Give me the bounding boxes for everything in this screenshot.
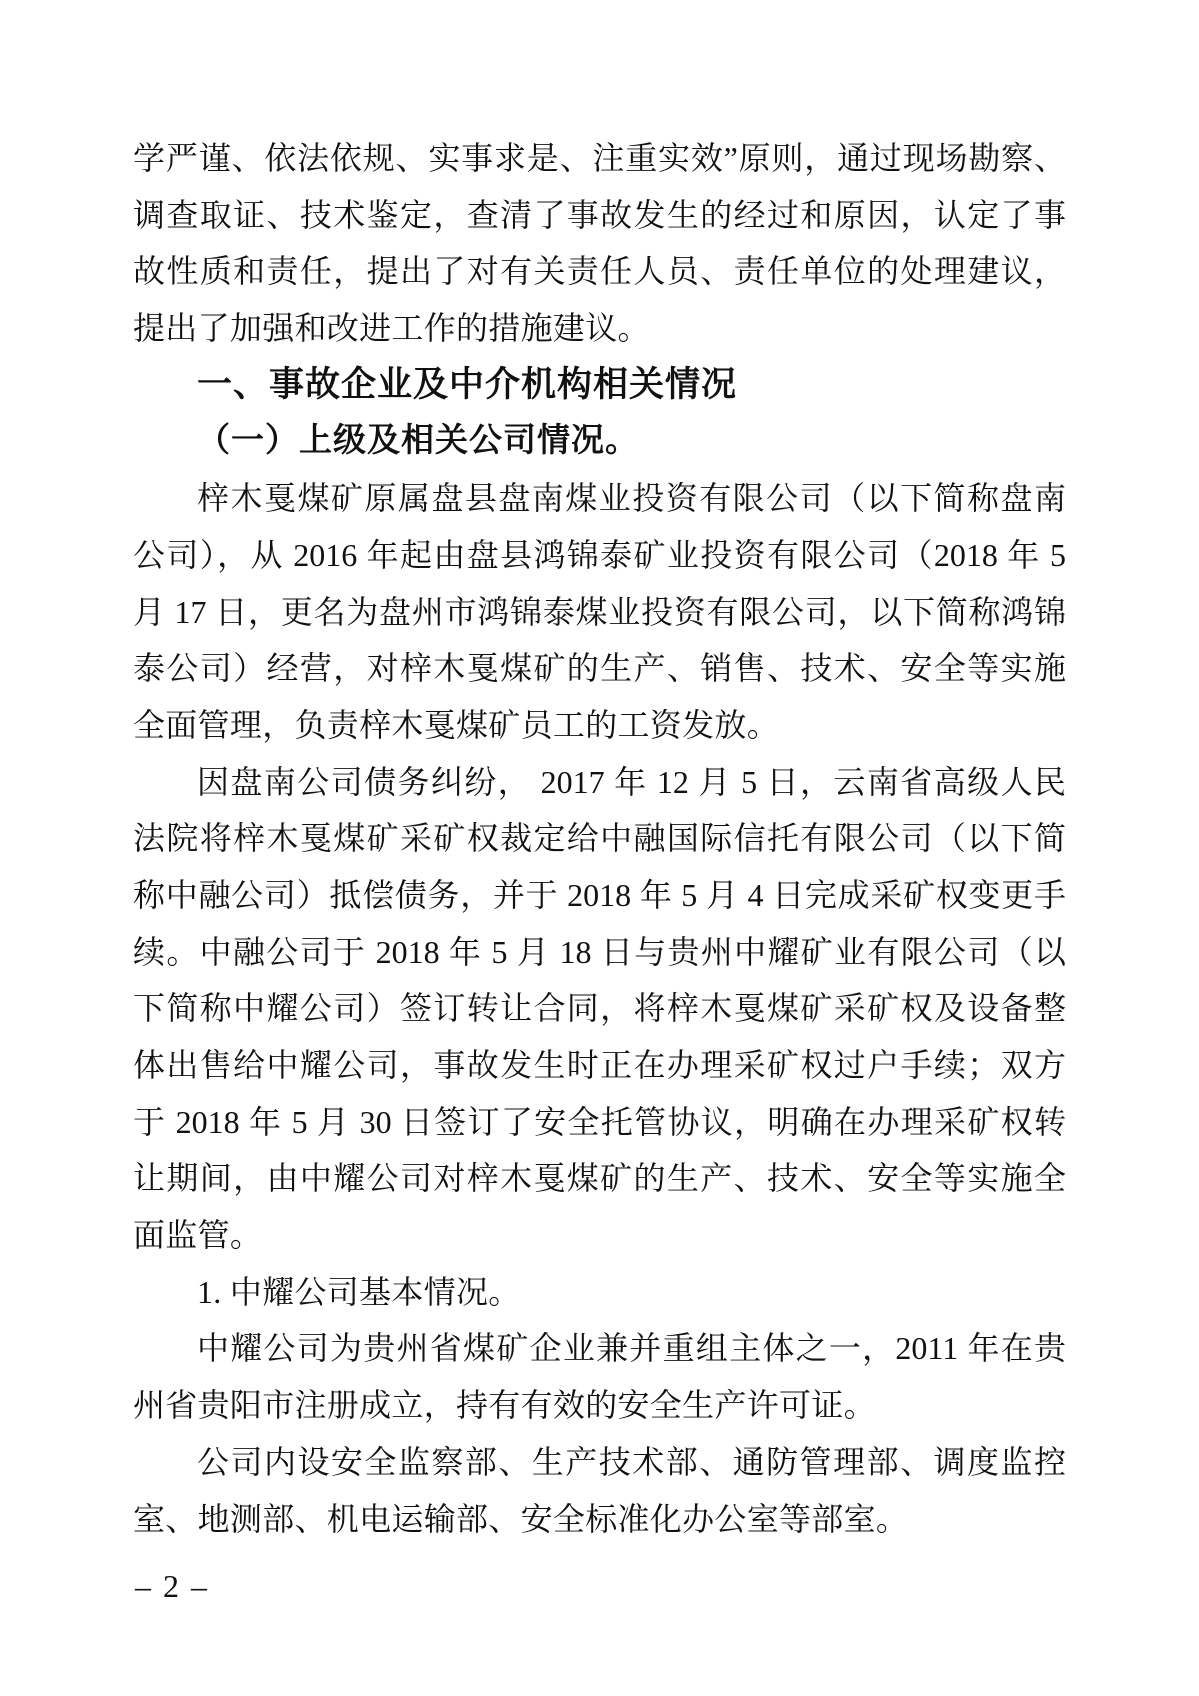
- text-line: 中耀公司为贵州省煤矿企业兼并重组主体之一，2011 年在贵: [197, 1330, 1066, 1367]
- text-line: 调查取证、技术鉴定，查清了事故发生的经过和原因，认定了事: [133, 196, 1066, 233]
- text-line: 学严谨、依法依规、实事求是、注重实效”原则，通过现场勘察、: [133, 140, 1066, 176]
- text-line: 泰公司）经营，对梓木戛煤矿的生产、销售、技术、安全等实施: [133, 650, 1066, 687]
- text-line: 续。中融公司于 2018 年 5 月 18 日与贵州中耀矿业有限公司（以: [133, 933, 1066, 970]
- text-line: 故性质和责任，提出了对有关责任人员、责任单位的处理建议，: [133, 253, 1066, 290]
- text-line: 州省贵阳市注册成立，持有有效的安全生产许可证。: [133, 1387, 876, 1424]
- text-line: 1. 中耀公司基本情况。: [197, 1273, 521, 1310]
- text-line: 全面管理，负责梓木戛煤矿员工的工资发放。: [133, 706, 780, 743]
- text-line: 梓木戛煤矿原属盘县盘南煤业投资有限公司（以下简称盘南: [197, 480, 1066, 517]
- text-line: 让期间，由中耀公司对梓木戛煤矿的生产、技术、安全等实施全: [133, 1160, 1066, 1197]
- page-number: – 2 –: [135, 1568, 209, 1604]
- text-line: 公司），从 2016 年起由盘县鸿锦泰矿业投资有限公司（2018 年 5: [133, 536, 1066, 573]
- text-line: 称中融公司）抵偿债务，并于 2018 年 5 月 4 日完成采矿权变更手: [133, 876, 1066, 913]
- text-line: 下简称中耀公司）签订转让合同，将梓木戛煤矿采矿权及设备整: [133, 990, 1066, 1027]
- text-line: 一、事故企业及中介机构相关情况: [197, 364, 738, 404]
- text-line: 提出了加强和改进工作的措施建议。: [133, 310, 650, 347]
- text-line: 面监管。: [133, 1217, 263, 1254]
- text-line: 月 17 日，更名为盘州市鸿锦泰煤业投资有限公司，以下简称鸿锦: [133, 593, 1066, 630]
- text-line: （一）上级及相关公司情况。: [197, 423, 639, 460]
- text-line: 因盘南公司债务纠纷， 2017 年 12 月 5 日，云南省高级人民: [197, 763, 1066, 800]
- text-line: 室、地测部、机电运输部、安全标准化办公室等部室。: [133, 1500, 909, 1537]
- text-line: 公司内设安全监察部、生产技术部、通防管理部、调度监控: [197, 1443, 1066, 1480]
- document-body: [133, 130, 1066, 1547]
- text-line: 体出售给中耀公司，事故发生时正在办理采矿权过户手续；双方: [133, 1047, 1066, 1083]
- text-line: 法院将梓木戛煤矿采矿权裁定给中融国际信托有限公司（以下简: [133, 820, 1066, 857]
- text-line: 于 2018 年 5 月 30 日签订了安全托管协议，明确在办理采矿权转: [133, 1103, 1066, 1140]
